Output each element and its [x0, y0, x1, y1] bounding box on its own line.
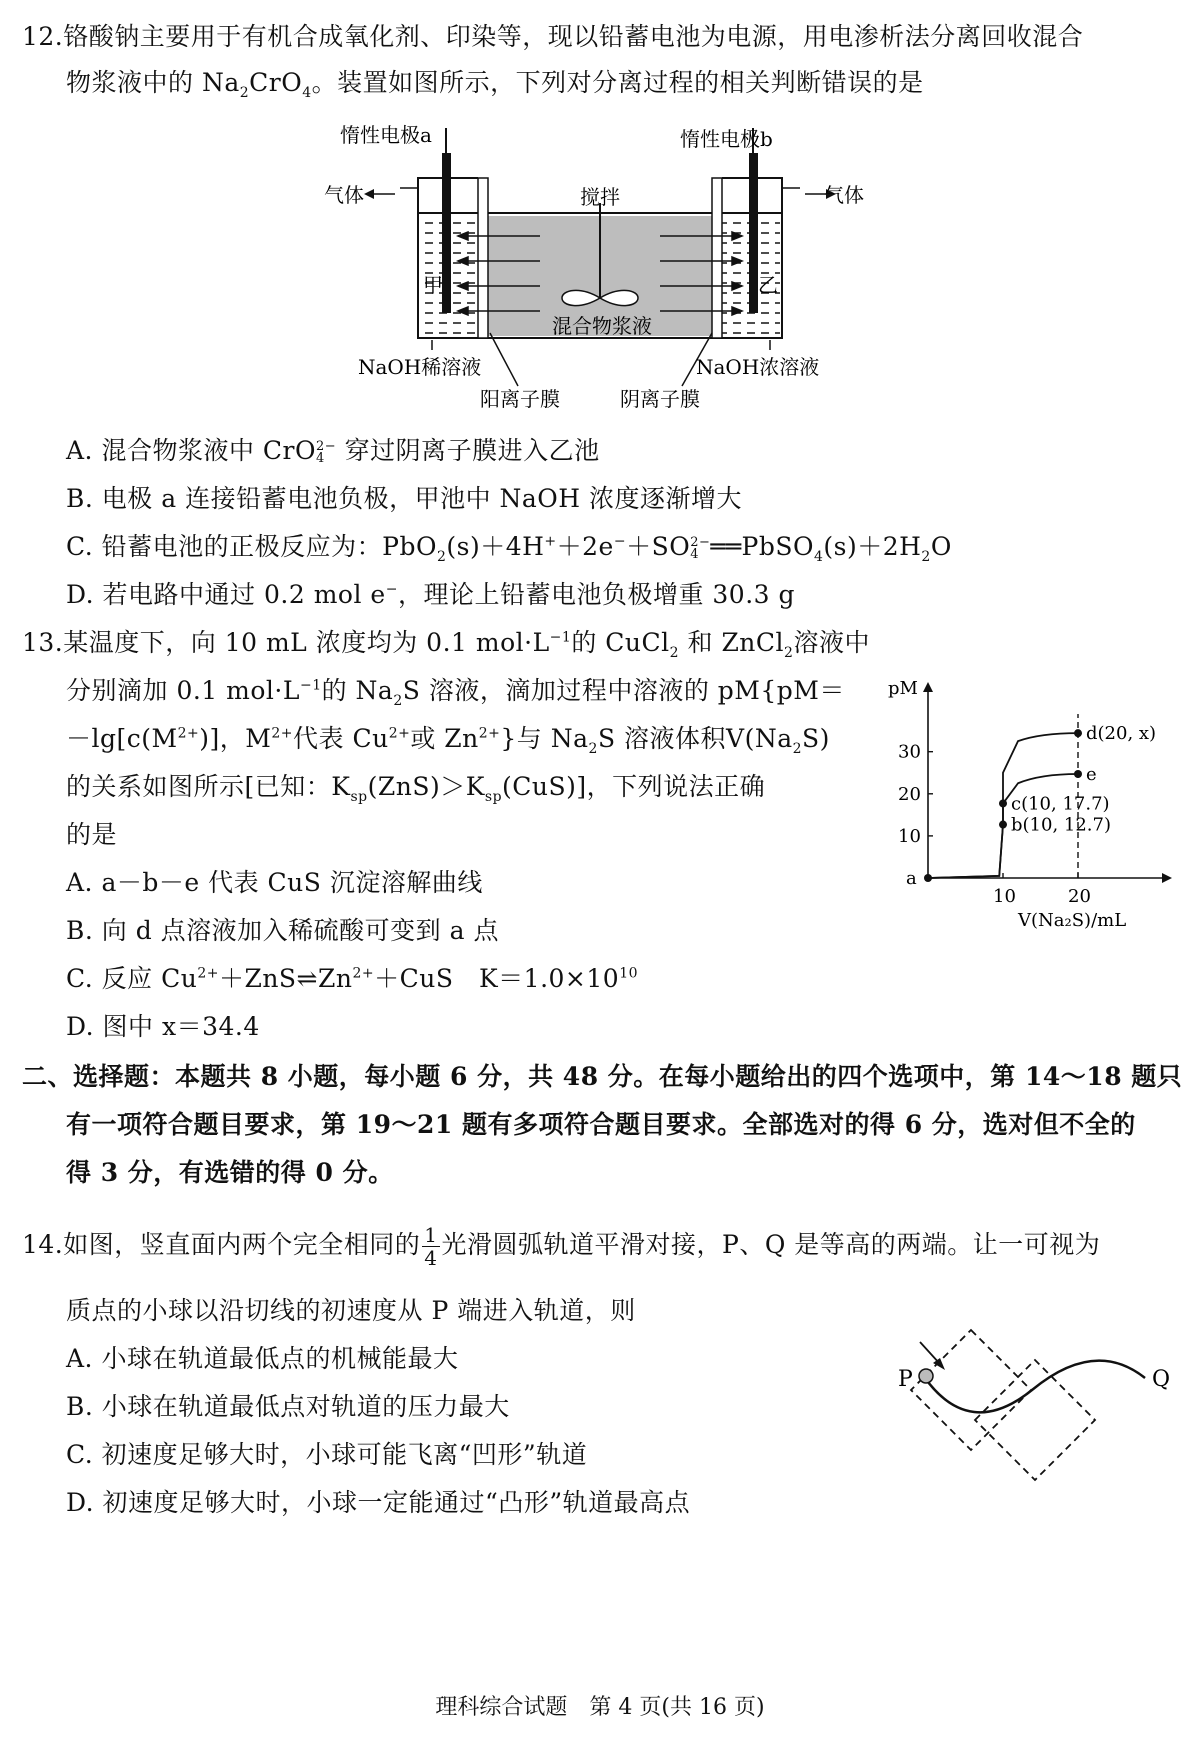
data-point-label: b(10, 12.7) — [1011, 814, 1111, 836]
section2-line-2: 有一项符合题目要求，第 19～21 题有多项符合题目要求。全部选对的得 6 分，选对但不全的 — [66, 1110, 1136, 1139]
q12-option-c: C. 铅蓄电池的正极反应为：PbO$_2$(s)＋4H+＋2e−＋SO 2− 4 $══PbSO_4(s)+2H_2O$ — [66, 532, 952, 565]
data-point — [999, 821, 1007, 829]
section2-line-1: 二、选择题：本题共 8 小题，每小题 6 分，共 48 分。在每小题给出的四个选项中，第 14～18 题只 — [22, 1062, 1183, 1091]
y-tick-label: 20 — [898, 783, 921, 805]
x-tick-label: 20 — [1068, 886, 1091, 907]
pm-vs-volume-chart — [880, 678, 1180, 1030]
quarter-fraction: $\frac{1}{4}$ — [424, 1223, 438, 1270]
electrode-b-label: 惰性电极b — [680, 127, 773, 151]
right-pool-label: 乙 — [758, 273, 778, 297]
y-tick-label: 30 — [898, 741, 921, 763]
point-q-label: Q — [1152, 1367, 1171, 1392]
x-tick-label: 10 — [993, 886, 1016, 907]
data-point-label: a — [906, 868, 917, 889]
q12-line-1: 12.铬酸钠主要用于有机合成氧化剂、印染等，现以铅蓄电池为电源，用电渗析法分离回收混合 — [22, 22, 1084, 51]
q13-option-c: C. 反应 $Cu^{2+}+ZnS\rightleftharpoons Zn^{2+}+CuS$ $K=1.0\times 10^{10}$ — [66, 964, 639, 993]
electrode-a-label: 惰性电极a — [340, 123, 432, 147]
cation-membrane-label: 阳离子膜 — [480, 387, 560, 411]
stir-label: 搅拌 — [580, 185, 620, 209]
q14-option-b: B. 小球在轨道最低点对轨道的压力最大 — [66, 1392, 510, 1421]
page-footer: 理科综合试题 第 4 页(共 16 页) — [435, 1695, 765, 1720]
q12-option-b: B. 电极 a 连接铅蓄电池负极，甲池中 NaOH 浓度逐渐增大 — [66, 484, 743, 513]
data-point-label: e — [1086, 764, 1097, 785]
naoh-conc-label: NaOH浓溶液 — [696, 355, 820, 379]
anion-membrane-label: 阴离子膜 — [620, 387, 700, 411]
q13-option-d: D. 图中 x＝34.4 — [66, 1012, 260, 1041]
data-point — [1074, 729, 1082, 737]
gas-left-label: 气体 — [324, 183, 364, 207]
point-p-label: P — [898, 1367, 913, 1392]
q13-line-5: 的是 — [66, 820, 118, 849]
x-axis-label: V(Na₂S)/mL — [1018, 910, 1127, 931]
left-pool-label: 甲 — [423, 273, 443, 297]
q12-line-2: 物浆液中的 $Na_2CrO_4$。装置如图所示，下列对分离过程的相关判断错误的是 — [66, 68, 924, 101]
slurry-label: 混合物浆液 — [552, 314, 652, 338]
section2-line-3: 得 3 分，有选错的得 0 分。 — [66, 1158, 394, 1187]
data-point-label: c(10, 17.7) — [1011, 793, 1110, 815]
q12-option-a: A. 混合物浆液中 CrO 2− 4 穿过阴离子膜进入乙池 — [66, 436, 600, 466]
data-point — [924, 874, 932, 882]
electrodialysis-figure — [324, 118, 864, 458]
q13-line-2: 分别滴加 0.1 $mol\cdot L^{-1}$的 $Na_2S$ 溶液，滴加过程中溶液的 pM{pM＝ — [66, 676, 845, 709]
naoh-dilute-label: NaOH稀溶液 — [358, 355, 482, 379]
data-point-label: d(20, x) — [1086, 723, 1157, 745]
q12-option-d: D. 若电路中通过 0.2 mol e−，理论上铅蓄电池负极增重 30.3 g — [66, 580, 795, 609]
q13-line-3: $-\lg[c(M^{2+})]$，$M^{2+}$代表 $Cu^{2+}$或 $Zn^{2+}$}与 $Na_2S$ 溶液体积$V(Na_2S)$ — [66, 724, 830, 757]
y-tick-label: 10 — [898, 825, 921, 847]
x-axis-arrow — [1162, 873, 1172, 883]
gas-right-label: 气体 — [824, 183, 864, 207]
q14-line-2: 质点的小球以沿切线的初速度从 P 端进入轨道，则 — [66, 1296, 636, 1325]
y-axis-label: pM — [888, 678, 918, 699]
q14-option-d: D. 初速度足够大时，小球一定能通过“凸形”轨道最高点 — [66, 1488, 691, 1517]
q13-option-b: B. 向 d 点溶液加入稀硫酸可变到 a 点 — [66, 916, 499, 945]
q13-option-a: A. a－b－e 代表 CuS 沉淀溶解曲线 — [66, 868, 483, 897]
q14-option-a: A. 小球在轨道最低点的机械能最大 — [66, 1344, 459, 1373]
q13-line-4: 的关系如图所示[已知：$K_{sp}(ZnS)>K_{sp}(CuS)$]，下列说法正确 — [66, 772, 766, 805]
q14-line-1: 14.如图，竖直面内两个完全相同的 $\frac{1}{4}$ 光滑圆弧轨道平滑对接，P、Q 是等高的两端。让一可视为 — [22, 1223, 1101, 1270]
data-point — [999, 799, 1007, 807]
q13-line-1: 13.某温度下，向 10 mL 浓度均为 0.1 $mol\cdot L^{-1}$的 CuCl$_2$ 和 ZnCl$_2$溶液中 — [22, 628, 870, 661]
q14-option-c: C. 初速度足够大时，小球可能飞离“凹形”轨道 — [66, 1440, 588, 1469]
data-point — [1074, 770, 1082, 778]
arc-track-figure — [880, 1330, 1180, 1480]
y-axis-arrow — [923, 682, 933, 692]
